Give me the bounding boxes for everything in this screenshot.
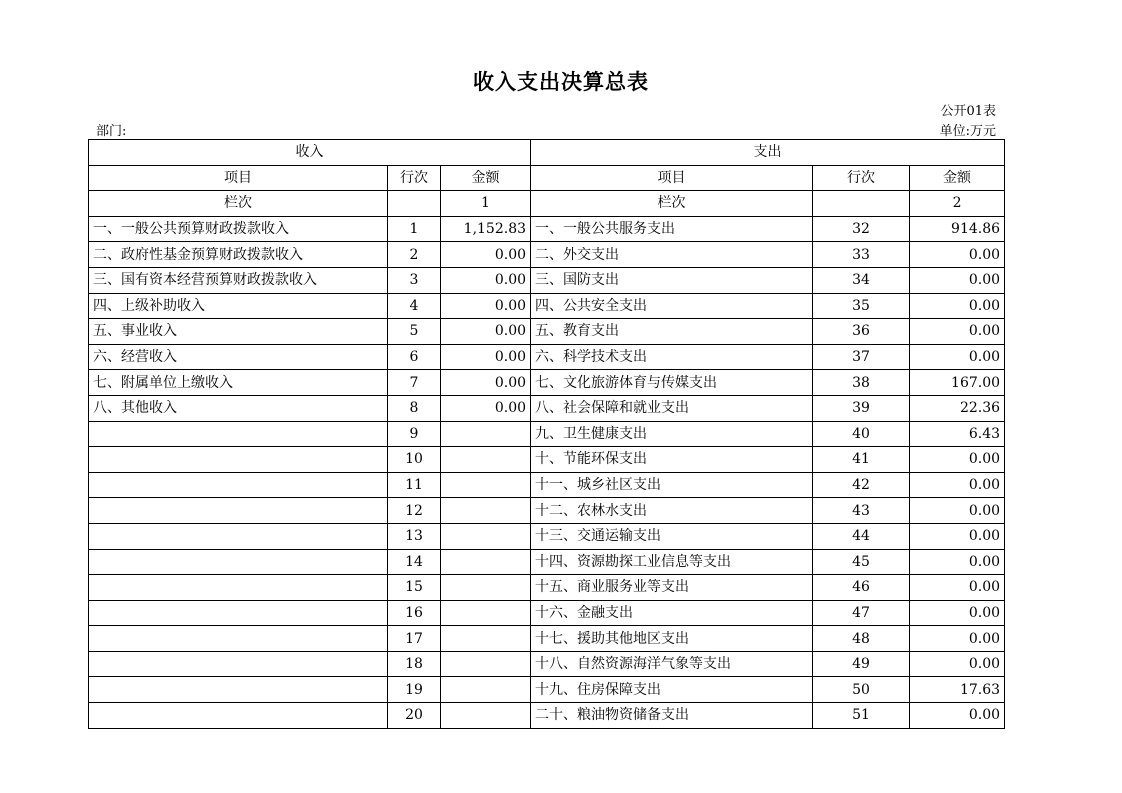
- expense-item-cell: 十三、交通运输支出: [531, 523, 813, 549]
- table-row: [89, 293, 1005, 319]
- income-line-cell: 13: [388, 523, 441, 549]
- expense-column-label: 栏次: [531, 191, 813, 217]
- income-amount-cell: [441, 677, 531, 703]
- table-row: [89, 472, 1005, 498]
- form-number: 公开01表: [940, 104, 996, 119]
- income-item-cell: 二、政府性基金预算财政拨款收入: [89, 242, 388, 268]
- expense-column-number: 2: [910, 191, 1005, 217]
- table-row: [89, 703, 1005, 729]
- income-amount-cell: [441, 575, 531, 601]
- expense-amount-cell: 6.43: [910, 421, 1005, 447]
- income-item-cell: 六、经营收入: [89, 344, 388, 370]
- income-amount-cell: [441, 626, 531, 652]
- expense-line-cell: 35: [813, 293, 910, 319]
- table-row: [89, 421, 1005, 447]
- expense-amount-cell: 0.00: [910, 344, 1005, 370]
- expense-line-cell: 40: [813, 421, 910, 447]
- expense-amount-cell: 0.00: [910, 242, 1005, 268]
- income-line-cell: 12: [388, 498, 441, 524]
- expense-line-cell: 49: [813, 651, 910, 677]
- expense-line-cell: 43: [813, 498, 910, 524]
- income-item-cell: 四、上级补助收入: [89, 293, 388, 319]
- income-line-cell: 20: [388, 703, 441, 729]
- income-item-cell: 一、一般公共预算财政拨款收入: [89, 216, 388, 242]
- expense-item-cell: 十九、住房保障支出: [531, 677, 813, 703]
- income-line-cell: 2: [388, 242, 441, 268]
- income-amount-cell: [441, 421, 531, 447]
- expense-item-cell: 十、节能环保支出: [531, 447, 813, 473]
- expense-item-cell: 二十、粮油物资储备支出: [531, 703, 813, 729]
- income-amount-cell: [441, 498, 531, 524]
- table-row: [89, 344, 1005, 370]
- expense-amount-cell: 0.00: [910, 523, 1005, 549]
- income-amount-cell: [441, 447, 531, 473]
- income-line-cell: 10: [388, 447, 441, 473]
- expense-item-cell: 一、一般公共服务支出: [531, 216, 813, 242]
- income-amount-cell: [441, 523, 531, 549]
- income-item-cell: [89, 651, 388, 677]
- expense-item-cell: 八、社会保障和就业支出: [531, 395, 813, 421]
- expense-item-cell: 三、国防支出: [531, 267, 813, 293]
- expense-item-cell: 四、公共安全支出: [531, 293, 813, 319]
- unit-label: 单位:万元: [939, 124, 996, 139]
- income-line-cell: 15: [388, 575, 441, 601]
- expense-amount-cell: 0.00: [910, 498, 1005, 524]
- income-line-cell: 6: [388, 344, 441, 370]
- income-amount-cell: [441, 549, 531, 575]
- income-line-header: 行次: [388, 165, 441, 191]
- table-row: [89, 600, 1005, 626]
- expense-line-cell: 45: [813, 549, 910, 575]
- expense-line-cell: 48: [813, 626, 910, 652]
- income-item-cell: [89, 575, 388, 601]
- income-item-cell: 七、附属单位上缴收入: [89, 370, 388, 396]
- table-row: [89, 447, 1005, 473]
- income-item-cell: [89, 703, 388, 729]
- income-item-cell: [89, 600, 388, 626]
- income-item-header: 项目: [89, 165, 388, 191]
- expense-item-cell: 二、外交支出: [531, 242, 813, 268]
- table-row: [89, 370, 1005, 396]
- expense-amount-cell: 0.00: [910, 447, 1005, 473]
- table-row: [89, 498, 1005, 524]
- expense-line-cell: 46: [813, 575, 910, 601]
- expense-amount-cell: 0.00: [910, 575, 1005, 601]
- table-row: [89, 216, 1005, 242]
- table-row: [89, 523, 1005, 549]
- header-row-columns: [89, 165, 1005, 191]
- income-column-number: 1: [441, 191, 531, 217]
- income-item-cell: [89, 549, 388, 575]
- income-item-cell: [89, 447, 388, 473]
- income-item-cell: 三、国有资本经营预算财政拨款收入: [89, 267, 388, 293]
- expense-amount-cell: 167.00: [910, 370, 1005, 396]
- expense-item-cell: 六、科学技术支出: [531, 344, 813, 370]
- table-row: [89, 677, 1005, 703]
- expense-amount-header: 金额: [910, 165, 1005, 191]
- expense-amount-cell: 0.00: [910, 319, 1005, 345]
- income-amount-cell: 0.00: [441, 293, 531, 319]
- income-line-cell: 8: [388, 395, 441, 421]
- budget-table: [88, 139, 1005, 729]
- expense-item-header: 项目: [531, 165, 813, 191]
- expense-line-cell: 42: [813, 472, 910, 498]
- expense-line-cell: 32: [813, 216, 910, 242]
- income-amount-header: 金额: [441, 165, 531, 191]
- income-amount-cell: 0.00: [441, 242, 531, 268]
- expense-line-cell: 37: [813, 344, 910, 370]
- income-section-header: 收入: [89, 140, 531, 166]
- page-title: 收入支出决算总表: [473, 69, 649, 94]
- income-amount-cell: 0.00: [441, 370, 531, 396]
- header-row-column-numbers: [89, 191, 1005, 217]
- income-line-cell: 5: [388, 319, 441, 345]
- income-column-label: 栏次: [89, 191, 388, 217]
- expense-item-cell: 五、教育支出: [531, 319, 813, 345]
- expense-amount-cell: 0.00: [910, 267, 1005, 293]
- expense-line-cell: 47: [813, 600, 910, 626]
- expense-line-cell: 39: [813, 395, 910, 421]
- income-amount-cell: 0.00: [441, 267, 531, 293]
- expense-line-blank: [813, 191, 910, 217]
- expense-item-cell: 十八、自然资源海洋气象等支出: [531, 651, 813, 677]
- expense-item-cell: 十一、城乡社区支出: [531, 472, 813, 498]
- income-item-cell: 八、其他收入: [89, 395, 388, 421]
- income-amount-cell: [441, 600, 531, 626]
- table-row: [89, 651, 1005, 677]
- expense-section-header: 支出: [531, 140, 1005, 166]
- expense-line-cell: 41: [813, 447, 910, 473]
- table-row: [89, 319, 1005, 345]
- income-amount-cell: 0.00: [441, 395, 531, 421]
- expense-amount-cell: 0.00: [910, 472, 1005, 498]
- expense-line-cell: 33: [813, 242, 910, 268]
- income-line-cell: 18: [388, 651, 441, 677]
- income-item-cell: [89, 523, 388, 549]
- income-amount-cell: 1,152.83: [441, 216, 531, 242]
- expense-item-cell: 十七、援助其他地区支出: [531, 626, 813, 652]
- income-line-cell: 9: [388, 421, 441, 447]
- expense-item-cell: 十四、资源勘探工业信息等支出: [531, 549, 813, 575]
- expense-amount-cell: 0.00: [910, 651, 1005, 677]
- table-row: [89, 267, 1005, 293]
- expense-line-cell: 36: [813, 319, 910, 345]
- income-line-cell: 4: [388, 293, 441, 319]
- income-amount-cell: [441, 703, 531, 729]
- header-row-sections: [89, 140, 1005, 166]
- expense-amount-cell: 0.00: [910, 626, 1005, 652]
- expense-amount-cell: 0.00: [910, 600, 1005, 626]
- expense-item-cell: 十五、商业服务业等支出: [531, 575, 813, 601]
- income-line-cell: 19: [388, 677, 441, 703]
- expense-line-header: 行次: [813, 165, 910, 191]
- income-line-blank: [388, 191, 441, 217]
- expense-item-cell: 九、卫生健康支出: [531, 421, 813, 447]
- table-row: [89, 242, 1005, 268]
- income-line-cell: 16: [388, 600, 441, 626]
- income-line-cell: 11: [388, 472, 441, 498]
- table-row: [89, 549, 1005, 575]
- income-line-cell: 14: [388, 549, 441, 575]
- income-amount-cell: 0.00: [441, 319, 531, 345]
- income-amount-cell: [441, 651, 531, 677]
- income-amount-cell: [441, 472, 531, 498]
- income-item-cell: [89, 626, 388, 652]
- expense-amount-cell: 22.36: [910, 395, 1005, 421]
- expense-amount-cell: 914.86: [910, 216, 1005, 242]
- expense-item-cell: 十二、农林水支出: [531, 498, 813, 524]
- expense-line-cell: 50: [813, 677, 910, 703]
- income-item-cell: 五、事业收入: [89, 319, 388, 345]
- expense-line-cell: 44: [813, 523, 910, 549]
- income-line-cell: 1: [388, 216, 441, 242]
- expense-item-cell: 七、文化旅游体育与传媒支出: [531, 370, 813, 396]
- expense-amount-cell: 0.00: [910, 703, 1005, 729]
- income-item-cell: [89, 421, 388, 447]
- income-line-cell: 17: [388, 626, 441, 652]
- table-row: [89, 395, 1005, 421]
- table-row: [89, 575, 1005, 601]
- expense-line-cell: 38: [813, 370, 910, 396]
- income-amount-cell: 0.00: [441, 344, 531, 370]
- income-line-cell: 3: [388, 267, 441, 293]
- expense-amount-cell: 0.00: [910, 293, 1005, 319]
- expense-item-cell: 十六、金融支出: [531, 600, 813, 626]
- expense-amount-cell: 17.63: [910, 677, 1005, 703]
- income-item-cell: [89, 498, 388, 524]
- income-item-cell: [89, 677, 388, 703]
- expense-amount-cell: 0.00: [910, 549, 1005, 575]
- expense-line-cell: 34: [813, 267, 910, 293]
- table-row: [89, 626, 1005, 652]
- income-item-cell: [89, 472, 388, 498]
- income-line-cell: 7: [388, 370, 441, 396]
- expense-line-cell: 51: [813, 703, 910, 729]
- department-label: 部门:: [96, 124, 127, 139]
